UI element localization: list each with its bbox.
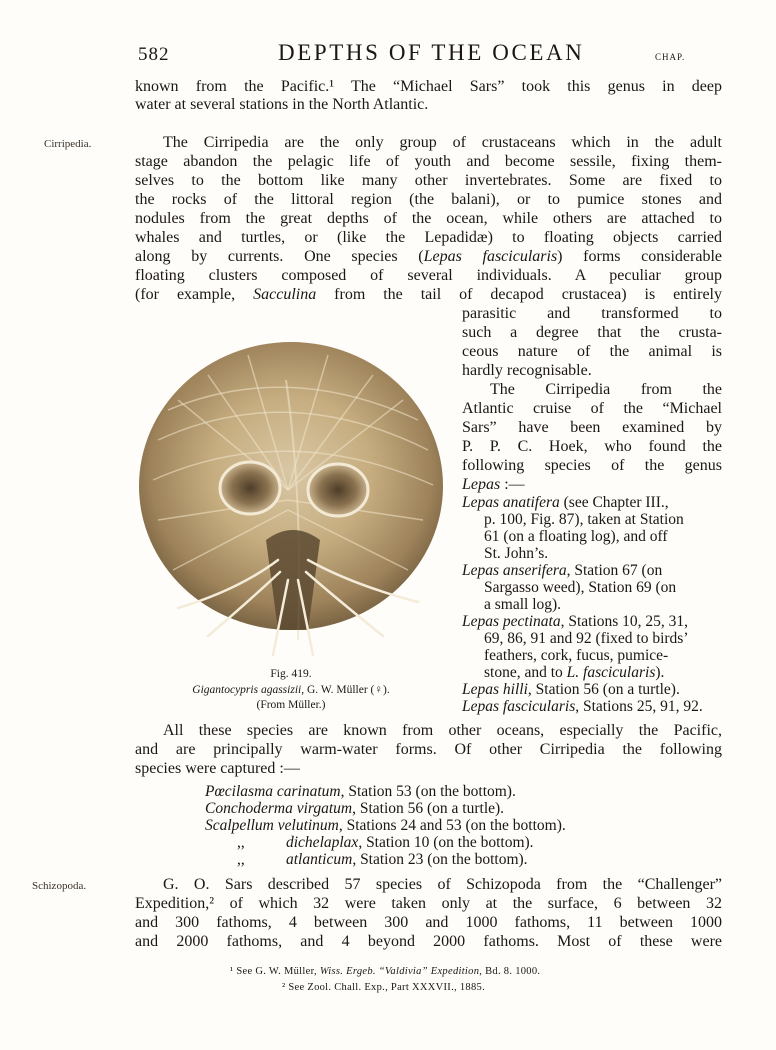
text-line: nodules from the great depths of the ocean, while others are attached to bbox=[135, 210, 722, 227]
text-line: 61 (on a floating log), and off bbox=[484, 528, 668, 545]
sidenote-schizopoda: Schizopoda. bbox=[32, 880, 87, 892]
text-line: floating clusters composed of several individuals. A peculiar group bbox=[135, 267, 722, 284]
text-line: All these species are known from other oceans, especially the Pacific, bbox=[163, 722, 722, 739]
text-line: Atlantic cruise of the “Michael bbox=[462, 400, 722, 417]
figure-label: Fig. 419. bbox=[270, 668, 312, 680]
genus-name: Lepas bbox=[462, 476, 501, 493]
text-line: stone, and to L. fascicularis). bbox=[484, 664, 665, 681]
text-line: parasitic and transformed to bbox=[462, 305, 722, 322]
text-line: (for example, Sacculina from the tail of decapod crustacea) is entirely bbox=[135, 286, 722, 303]
ditto-mark: ,, bbox=[237, 851, 245, 868]
text-line: a small log). bbox=[484, 596, 562, 613]
species-entry: Lepas anatifera (see Chapter III., bbox=[462, 494, 669, 511]
text-line: P. P. C. Hoek, who found the bbox=[462, 438, 722, 455]
eye-right-shape bbox=[308, 464, 368, 516]
text-line: selves to the bottom like many other invertebrates. Some are fixed to bbox=[135, 172, 722, 189]
text-line: Sargasso weed), Station 69 (on bbox=[484, 579, 677, 596]
species-entry: Lepas anserifera, Station 67 (on bbox=[462, 562, 663, 579]
text-line: species were captured :— bbox=[135, 760, 300, 777]
ditto-mark: ,, bbox=[237, 834, 245, 851]
text-line: The Cirripedia from the bbox=[490, 381, 722, 398]
text-line: hardly recognisable. bbox=[462, 362, 592, 379]
text-line: water at several stations in the North Atlantic. bbox=[135, 96, 429, 113]
species-entry: Lepas hilli, Station 56 (on a turtle). bbox=[462, 681, 680, 698]
species-entry: Pœcilasma carinatum, Station 53 (on the bottom). bbox=[205, 783, 516, 800]
species-entry: atlanticum, Station 23 (on the bottom). bbox=[286, 851, 528, 868]
figure-419-illustration bbox=[138, 340, 444, 664]
species-entry: Conchoderma virgatum, Station 56 (on a turtle). bbox=[205, 800, 505, 817]
text-line: p. 100, Fig. 87), taken at Station bbox=[484, 511, 684, 528]
footnote-1: ¹ See G. W. Müller, Wiss. Ergeb. “Valdivia” Expedition, Bd. 8. 1000. bbox=[230, 966, 541, 977]
text-line: following species of the genus bbox=[462, 457, 722, 474]
text-line: Expedition,² of which 32 were taken only at the surface, 6 between 32 bbox=[135, 895, 722, 912]
text-line: along by currents. One species (Lepas fascicularis) forms considerable bbox=[135, 248, 723, 265]
text-line: and 300 fathoms, 4 between 300 and 1000 fathoms, 11 between 1000 bbox=[135, 914, 722, 931]
text-line: The Cirripedia are the only group of crustaceans which in the adult bbox=[163, 134, 722, 151]
text-line: and are principally warm-water forms. Of other Cirripedia the following bbox=[135, 741, 722, 758]
text-line: whales and turtles, or (like the Lepadidæ) to floating objects carried bbox=[135, 229, 722, 246]
figure-source: (From Müller.) bbox=[256, 699, 326, 711]
species-entry: dichelaplax, Station 10 (on the bottom). bbox=[286, 834, 534, 851]
text-line: 69, 86, 91 and 92 (fixed to birds’ bbox=[484, 630, 689, 647]
text-line: Lepas :— bbox=[462, 476, 525, 493]
species-entry: Lepas fascicularis, Stations 25, 91, 92. bbox=[462, 698, 703, 715]
text-line: G. O. Sars described 57 species of Schizopoda from the “Challenger” bbox=[163, 876, 722, 893]
text-line: the rocks of the littoral region (the balani), or to pumice stones and bbox=[135, 191, 722, 208]
footnote-2: ² See Zool. Chall. Exp., Part XXXVII., 1885. bbox=[282, 982, 485, 993]
text-line: and 2000 fathoms, and 4 beyond 2000 fathoms. Most of these were bbox=[135, 933, 722, 950]
species-name: Lepas fascicularis bbox=[423, 248, 558, 265]
genus-name: Sacculina bbox=[253, 286, 317, 303]
eye-left-shape bbox=[220, 462, 280, 514]
text-line: such a degree that the crusta- bbox=[462, 324, 722, 341]
running-head: DEPTHS OF THE OCEAN bbox=[278, 40, 585, 65]
species-entry: Lepas pectinata, Stations 10, 25, 31, bbox=[462, 613, 689, 630]
text-line: feathers, cork, fucus, pumice- bbox=[484, 647, 669, 664]
sidenote-cirripedia: Cirripedia. bbox=[44, 138, 92, 150]
chapter-abbrev: CHAP. bbox=[655, 52, 686, 62]
page-number: 582 bbox=[138, 44, 170, 65]
figure-caption: Gigantocypris agassizii, G. W. Müller (♀). bbox=[192, 684, 390, 696]
text-line: ceous nature of the animal is bbox=[462, 343, 722, 360]
text-line: Sars” have been examined by bbox=[462, 419, 722, 436]
species-entry: Scalpellum velutinum, Stations 24 and 53 (on the bottom). bbox=[205, 817, 566, 834]
text-line: stage abandon the pelagic life of youth and become sessile, fixing them- bbox=[135, 153, 722, 170]
text-line: known from the Pacific.¹ The “Michael Sars” took this genus in deep bbox=[135, 78, 722, 95]
text-line: St. John’s. bbox=[484, 545, 549, 562]
